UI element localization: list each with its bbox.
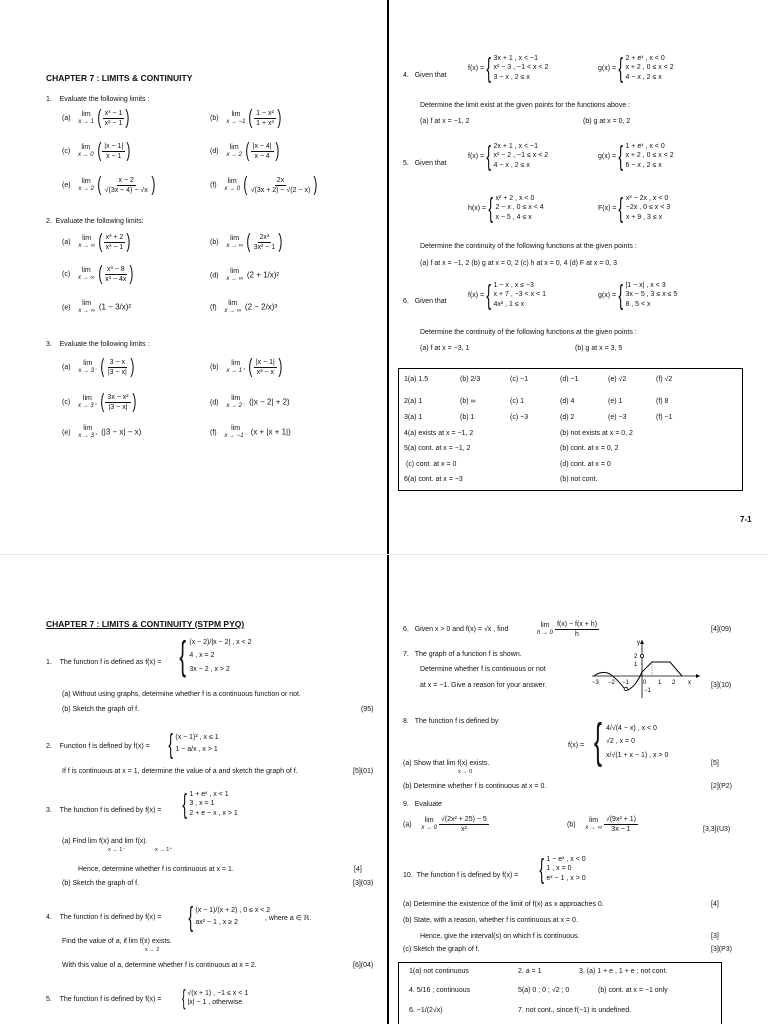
q4-part-b: (b) g at x = 0, 2: [583, 118, 631, 125]
limit-operator: lim x → ∞: [226, 268, 243, 283]
pyq-q8-mark-a: [5]: [711, 760, 719, 767]
tick-x-neg2: −2: [608, 680, 615, 686]
pyq-q10-mark-h: [3]: [711, 933, 719, 940]
q6-part-b: (b) g at x = 3, 5: [575, 345, 623, 352]
answer-row-7b: (b) not cont.: [560, 476, 598, 483]
pyq-q10-cases: { 1 − eˣ , x < 0 1 , x = 0 eˣ − 1 , x > 0: [539, 853, 586, 885]
pyq-answer-2: 2. a = 1: [518, 968, 542, 975]
tick-x-1: 1: [658, 680, 662, 686]
pyq-answer-1: 1(a) not continuous: [409, 968, 469, 975]
y-axis-arrow: [640, 640, 644, 644]
pyq-q8-a: (a) Show that lim f(x) exists.: [403, 760, 490, 767]
q1-item-f: (f) lim x → 0 ( $\frac{2x}{√(3x + 2) - √(2 - x)}$ ): [210, 174, 318, 196]
column-divider: [387, 0, 389, 1024]
q6-f-definition: f(x) ={ 1 − x , x ≤ −3 x + 7 , −3 < x < 1 4x² , 1 ≤ x: [468, 279, 547, 311]
pyq-q7-line2: Determine whether f is continuous or not: [420, 666, 546, 673]
pyq-q8-b: (b) Determine whether f is continuous at x = 0.: [403, 783, 547, 790]
q1-item-a: (a) lim x → 1 ( $\frac{\text{x³ − 1}}{\text{x² − 1}}$ ): [62, 107, 130, 129]
pyq-q10-b: (b) State, with a reason, whether f is continuous at x = 0.: [403, 917, 578, 924]
pyq-q3-hence: Hence, determine whether f is continuous at x = 1.: [78, 866, 234, 873]
pyq-q3-cases: { 1 + eˣ , x < 1 3 , x = 1 2 + e − x , x > 1: [182, 788, 238, 820]
answer-row-4: 4(a) exists at x = −1, 2: [404, 430, 474, 437]
question-text: Evaluate the following limits :: [59, 96, 150, 103]
pyq-q1-mark: (95): [361, 706, 374, 713]
pyq-answer-5b: (b) cont. at x = −1 only: [598, 987, 668, 994]
pyq-q8-cases: { 4/√(4 − x) , x < 0 √2 , x = 0 x/√(1 + x − 1) , x > 0: [594, 715, 669, 768]
q3-item-a: (a) lim x → 3⁻ ( $\frac{3 - x}{|3 - x|}$ ): [62, 356, 135, 378]
pyq-q4-cases: { (x − 1)/(x + 2) , 0 ≤ x < 2 ax² − 1 , x ≥ 2: [188, 901, 271, 932]
pyq-q1-b: (b) Sketch the graph of f.: [62, 706, 140, 713]
q3-item-c: (c) lim x → 3⁺ ( $\frac{\text{3x − x²}}{|3 - x|}$ ): [62, 391, 136, 413]
limit-operator: lim x → 2: [226, 143, 243, 158]
q5-g-definition: g(x) ={ 1 + eˣ , x < 0 x + 2 , 0 ≤ x < 2 6 − x , 2 ≤ x: [598, 140, 674, 172]
q4-part-a: (a) f at x = −1, 2: [420, 118, 470, 125]
q5-parts: (a) f at x = −1, 2 (b) g at x = 0, 2 (c) h at x = 0, 4 (d) F at x = 0, 3: [420, 260, 618, 267]
limit-operator: lim x → 3⁺: [78, 425, 98, 440]
q3-item-d: (d) lim x → 2⁻ (|x − 2| + 2): [210, 395, 290, 410]
q6-g-definition: g(x) ={ |1 − x| , x < 3 3x − 5 , 3 ≤ x ≤ 5 8 , 5 < x: [598, 279, 678, 311]
chapter-title: CHAPTER 7 : LIMITS & CONTINUITY: [46, 73, 193, 83]
pyq-q10-a: (a) Determine the existence of the limit of f(x) as x approaches 0.: [403, 901, 604, 908]
limit-operator: lim x → 0: [224, 177, 241, 192]
q2-item-b: (b) lim x → ∞ ( $\frac{\text{2x³}}{\text{3x² − 1}}$ ): [210, 231, 283, 253]
answer-row-6b: (d) cont. at x = 0: [560, 461, 611, 468]
pyq-q10-mark-c: [3](P3): [711, 946, 733, 953]
pyq-q9-a: (a) lim x → 0 $\frac{\text{√(2x² + 25) − 5}}{\text{x²}}$: [403, 816, 487, 833]
limit-operator: lim x → ∞: [78, 234, 95, 249]
pyq-q3-mark-a: [4]: [354, 866, 362, 873]
open-point-top: [640, 654, 643, 657]
question-number: 1.: [46, 96, 52, 103]
answer-row-7: 6(a) cont. at x = −3: [404, 476, 463, 483]
page-divider: [0, 554, 768, 555]
pyq-question-2: 2. Function f is defined by f(x) =: [46, 743, 150, 750]
pyq-q8-fx: f(x) =: [568, 742, 585, 749]
answer-row-5: 5(a) cont. at x = −1, 2: [404, 445, 471, 452]
fraction: $\frac{x - 2}{√(3x - 4) - √x}$: [104, 176, 148, 194]
pyq-q3-a: (a) Find lim f(x) and lim f(x).: [62, 838, 148, 845]
limit-operator: lim x → 0: [77, 143, 94, 158]
pyq-q4-find-sub: x → 2: [145, 947, 160, 953]
fraction: $\frac{|x - 1|}{\text{x² − x}}$: [255, 358, 275, 376]
question-2: 2. Evaluate the following limits:: [46, 218, 144, 225]
tick-x-2: 2: [672, 680, 676, 686]
fraction: $\frac{|x - 1|}{x - 1}$: [104, 142, 124, 160]
page-number: 7-1: [740, 515, 752, 524]
q2-item-a: (a) lim x → ∞ ( $\frac{\text{x³ + 2}}{\text{x³ − 1}}$ ): [62, 231, 131, 253]
fraction: $\frac{f(x) - f(x + h)}{h}$: [556, 621, 598, 638]
fraction: $\frac{\text{3x − x²}}{|3 - x|}$: [107, 393, 129, 411]
tick-x-neg1: −1: [622, 680, 629, 686]
q6-part-a: (a) f at x = −3, 1: [420, 345, 470, 352]
pyq-question-9: 9. Evaluate: [403, 801, 442, 808]
pyq-question-8: 8. The function f is defined by: [403, 718, 499, 725]
limit-operator: lim x → ∞: [226, 234, 243, 249]
tick-y-1: 1: [634, 662, 638, 668]
pyq-q3-a-sub2: x → 1⁺: [155, 847, 173, 853]
tick-y-neg1: −1: [644, 688, 651, 694]
tick-x-neg3: −3: [592, 680, 599, 686]
limit-operator: lim x → 1: [78, 110, 95, 125]
tick-y-2: 2: [634, 654, 638, 660]
label-x: x: [688, 680, 691, 686]
limit-operator: lim x → −1: [226, 110, 246, 125]
x-axis-arrow: [696, 674, 700, 678]
pyq-q3-b: (b) Sketch the graph of f.: [62, 880, 140, 887]
pyq-q7-mark: [3](10): [711, 682, 732, 689]
q1-item-d: (d) lim x → 2 ( $\frac{|x - 4|}{x - 4}$ ): [210, 140, 279, 162]
q5-f-definition: f(x) ={ 2x + 1 , x < −1 x² − 2 , −1 ≤ x < 2 4 − x , 2 ≤ x: [468, 140, 549, 172]
pyq-title: CHAPTER 7 : LIMITS & CONTINUITY (STPM PYQ): [46, 619, 245, 629]
open-point: [624, 687, 628, 691]
pyq-q5-cases: { √(x + 1) , −1 ≤ x < 1 |x| − 1 , otherwise: [181, 985, 249, 1010]
pyq-q10-hence: Hence, give the interval(s) on which f is continuous.: [420, 933, 580, 940]
pyq-question-1: 1. The function f is defined as f(x) =: [46, 659, 162, 666]
q5-instruction: Determine the continuity of the following functions at the given points :: [420, 243, 637, 250]
pyq-q2-mark: [5](01): [353, 768, 374, 775]
pyq-q1-cases: { (x − 2)/|x − 2| , x < 2 4 , x = 2 3x − 2 , x > 2: [179, 634, 252, 678]
pyq-answer-6: 6. −1/(2√x): [409, 1007, 443, 1014]
pyq-question-7: 7. The graph of a function f is shown.: [403, 651, 522, 658]
answer-row-6: (c) cont. at x = 0: [406, 461, 457, 468]
pyq-q10-mark-a: [4]: [711, 901, 719, 908]
question-1: [46, 96, 150, 103]
limit-operator: lim x → 2: [78, 177, 95, 192]
fraction: $\frac{3 - x}{|3 - x|}$: [107, 358, 127, 376]
pyq-q4-where: , where a ∈ ℝ.: [265, 915, 312, 922]
q2-item-c: (c) lim x → ∞ ( $\frac{\text{x³ − 8}}{\text{x³ − 4x}}$ ): [62, 263, 134, 285]
question-5: 5. Given that: [403, 160, 447, 167]
fraction: $\frac{\text{1 − x²}}{\text{1 + x³}}$: [256, 109, 274, 127]
q4-instruction: Determine the limit exist at the given points for the functions above :: [420, 102, 631, 109]
pyq-q9-b: (b) lim x → ∞ $\frac{\text{√(9x² + 1)}}{3x - 1}$: [567, 816, 636, 833]
limit-operator: lim x → 3⁺: [77, 394, 97, 409]
item-tag: (a): [62, 114, 71, 122]
q1-item-e: (e) lim x → 2 ( $\frac{x - 2}{√(3x - 4) - √x}$ ): [62, 174, 156, 196]
pyq-q1-a: (a) Without using graphs, determine whether f is a continuous function or not.: [62, 691, 301, 698]
fraction: $\frac{2x}{√(3x + 2) - √(2 - x)}$: [250, 176, 311, 194]
limit-operator: lim x → ∞: [78, 300, 95, 315]
pyq-q2-cases: { (x − 1)² , x ≤ 1 1 − a/x , x > 1: [168, 728, 219, 759]
q2-item-f: (f) lim x → ∞ (2 − 2/x)³: [210, 300, 278, 315]
pyq-answer-4: 4. 5/16 ; continuous: [409, 987, 471, 994]
pyq-question-5: 5. The function f is defined by f(x) =: [46, 996, 162, 1003]
limit-operator: lim x → −1⁻: [224, 425, 247, 440]
pyq-answer-3: 3. (a) 1 + e , 1 + e ; not cont.: [579, 968, 668, 975]
fraction: $\frac{\text{x³ − 1}}{\text{x² − 1}}$: [104, 109, 123, 127]
pyq-q10-c: (c) Sketch the graph of f.: [403, 946, 480, 953]
fraction: $\frac{\text{x³ − 8}}{\text{x³ − 4x}}$: [105, 265, 127, 283]
limit-operator: lim x → 1⁺: [226, 359, 246, 374]
pyq-q6-mark: [4](09): [711, 626, 732, 633]
fraction: $\frac{\text{√(2x² + 25) − 5}}{\text{x²}}$: [440, 816, 487, 833]
pyq-answer-5: 5(a) 0 ; 0 ; √2 ; 0: [518, 987, 570, 994]
limit-operator: lim x → ∞: [77, 266, 95, 281]
answer-row-4b: (b) not exists at x = 0, 2: [560, 430, 633, 437]
pyq-q8-a-sub: x → 0: [458, 769, 473, 775]
q2-item-e: (e) lim x → ∞ (1 − 3/x)²: [62, 300, 132, 315]
q5-F-definition: F(x) ={ x² − 2x , x < 0 −2x , 0 ≤ x < 3 x + 9 , 3 ≤ x: [598, 192, 671, 224]
pyq-q6-limit: lim h → 0 $\frac{f(x) - f(x + h)}{h}$: [537, 621, 598, 638]
pyq-q4-with: With this value of a, determine whether f is continuous at x = 2.: [62, 962, 257, 969]
pyq-question-3: 3. The function f is defined by f(x) =: [46, 807, 162, 814]
fraction: $\frac{\text{√(9x² + 1)}}{3x - 1}$: [605, 816, 636, 833]
limit-operator: lim x → 3⁻: [78, 359, 98, 374]
pyq-q4-find: Find the value of a, if lim f(x) exists.: [62, 938, 172, 945]
pyq-q7-graph: [590, 636, 702, 700]
q1-item-b: (b) lim x → −1 ( $\frac{\text{1 − x²}}{\text{1 + x³}}$ ): [210, 107, 282, 129]
q1-item-c: (c) lim x → 0 ( $\frac{|x - 1|}{x - 1}$ ): [62, 140, 131, 162]
limit-operator: lim x → 2⁻: [226, 395, 246, 410]
pyq-question-4: 4. The function f is defined by f(x) =: [46, 914, 162, 921]
q5-h-definition: h(x) ={ x² + 2 , x < 0 2 − x , 0 ≤ x < 4 x − 5 , 4 ≤ x: [468, 192, 544, 224]
q2-item-d: (d) lim x → ∞ (2 + 1/x)²: [210, 268, 280, 283]
q6-instruction: Determine the continuity of the following functions at the given points :: [420, 329, 637, 336]
tick-x-0: 0: [643, 680, 647, 686]
pyq-q9-mark: [3,3](U3): [703, 826, 731, 833]
pyq-question-6: 6. Given x > 0 and f(x) = √x , find: [403, 626, 509, 633]
q3-item-b: (b) lim x → 1⁺ ( $\frac{|x - 1|}{\text{x² − x}}$ ): [210, 356, 283, 378]
pyq-q3-a-sub1: x → 1⁻: [108, 847, 126, 853]
pyq-q7-line3: at x = −1. Give a reason for your answer.: [420, 682, 547, 689]
pyq-q3-mark-b: [3](03): [353, 880, 374, 887]
q4-f-definition: f(x) ={ 3x + 1 , x < −1 x² − 3 , −1 < x < 2 3 − x , 2 ≤ x: [468, 52, 549, 84]
fraction: $\frac{\text{2x³}}{\text{3x² − 1}}$: [253, 233, 276, 251]
q3-item-e: (e) lim x → 3⁺ (|3 − x| − x): [62, 425, 142, 440]
pyq-q8-mark-b: [2](P2): [711, 783, 733, 790]
limit-operator: lim x → ∞: [224, 300, 242, 315]
question-6: 6. Given that: [403, 298, 447, 305]
question-3: 3. Evaluate the following limits :: [46, 341, 150, 348]
pyq-q2-line: If f is continuous at x = 1, determine the value of a and sketch the graph of f.: [62, 768, 298, 775]
pyq-answer-7: 7. not cont., since f(−1) is undefined.: [518, 1007, 632, 1014]
q4-g-definition: g(x) ={ 2 + eˣ , x < 0 x + 2 , 0 ≤ x < 2 4 − x , 2 ≤ x: [598, 52, 674, 84]
answer-row-5b: (b) cont. at x = 0, 2: [560, 445, 619, 452]
pyq-q4-mark: [6](04): [353, 962, 374, 969]
question-4: 4. Given that: [403, 72, 447, 79]
q3-item-f: (f) lim x → −1⁻ (x + |x + 1|): [210, 425, 291, 440]
pyq-question-10: 10. The function f is defined by f(x) =: [403, 872, 519, 879]
fraction: $\frac{|x - 4|}{x - 4}$: [252, 142, 272, 160]
fraction: $\frac{\text{x³ + 2}}{\text{x³ − 1}}$: [105, 233, 124, 251]
label-y: y: [637, 640, 640, 646]
